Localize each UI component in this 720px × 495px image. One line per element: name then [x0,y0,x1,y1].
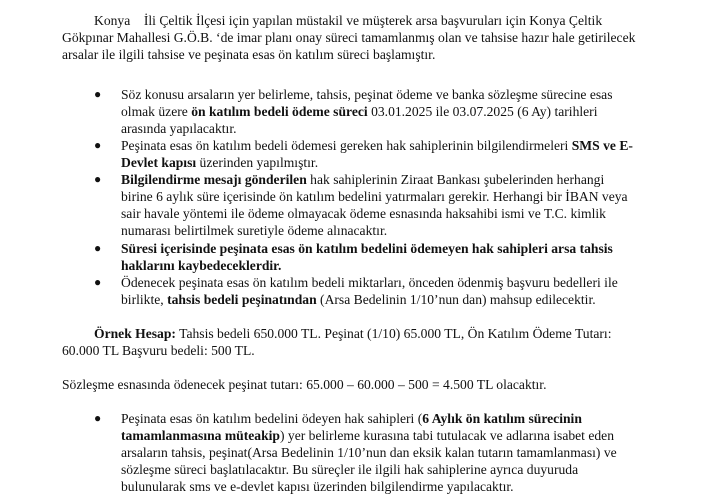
bullet-2-bold-b: Devlet kapısı [121,155,197,170]
final-bullet-line-3: arsaların tahsis, peşinat(Arsa Bedelinin 1/10’nun dan eksik kalan tutarın tamamlanması) ve [121,445,617,460]
bullet-item-3 [121,171,668,239]
bullet-1-bold: ön katılım bedeli ödeme süreci [191,104,368,119]
example-text-1: Tahsis bedeli 650.000 TL. Peşinat (1/10) 65.000 TL, Ön Katılım Ödeme Tutarı: [175,326,612,341]
bullet-3-line-1: Bilgilendirme mesajı gönderilen hak sahiplerinin Ziraat Bankası şubelerinden herhangi [121,172,605,187]
bullet-4-line-2: haklarını kaybedeceklerdir. [121,258,282,273]
intro-line-2: Gökpınar Mahallesi G.Ö.B. ‘de imar planı onay süreci tamamlanmış olan ve tahsise hazır hale getirilecek [62,30,636,45]
bullet-2-bold-a: SMS ve E- [571,138,633,153]
contract-payment-line: Sözleşme esnasında ödenecek peşinat tutarı: 65.000 – 60.000 – 500 = 4.500 TL olacaktır. [62,377,547,392]
bullet-icon: ● [94,275,102,289]
bullet-1-line-1: Söz konusu arsaların yer belirleme, tahsis, peşinat ödeme ve banka sözleşme sürecine esas [121,87,613,102]
final-bullet-line-4: sözleşme süreci başlatılacaktır. Bu süreçler ile ilgili hak sahiplerine ayrıca duyuruda [121,462,579,477]
bullet-5-bold: tahsis bedeli peşinatından [167,292,317,307]
bullet-4-line-1: Süresi içerisinde peşinata esas ön katılım bedelini ödemeyen hak sahipleri arsa tahsis [121,241,613,256]
example-label: Örnek Hesap: [94,326,176,341]
bullet-1-line-2: olmak üzere ön katılım bedeli ödeme süreci 03.01.2025 ile 03.07.2025 (6 Ay) tarihleri [121,104,598,119]
bullet-1-line-3: arasında yapılacaktır. [121,121,237,136]
bullet-icon: ● [94,172,102,186]
bullet-icon: ● [94,411,102,425]
bullet-item-2 [121,137,681,171]
final-bullet-item [121,410,668,495]
bullet-3-line-4: numarası belirtilmek suretiyle ödeme alınacaktır. [121,223,388,238]
bullet-5-line-2: birlikte, tahsis bedeli peşinatından (Arsa Bedelinin 1/10’nun dan) mahsup edilecektir. [121,292,596,307]
intro-line-3: arsalar ile ilgili tahsise ve peşinata esas ön katılım süreci başlamıştır. [62,47,436,62]
bullet-item-4 [121,240,668,274]
bullet-2-line-2: Devlet kapısı üzerinden yapılmıştır. [121,155,319,170]
intro-line-1: Konya İli Çeltik İlçesi için yapılan müstakil ve müşterek arsa başvuruları için Konya Çeltik [94,13,603,28]
final-bullet-line-5: bulunularak sms ve e-devlet kapısı üzerinden bilgilendirme yapılacaktır. [121,479,514,494]
bullet-3-line-3: sair havale yöntemi ile ödeme olmayacak ödeme esnasında haksahibi ismi ve T.C. kimlik [121,206,606,221]
bullet-3-line-2: birine 6 aylık süre içerisinde ön katılım bedelini yatırmaları gerekir. Herhangi bir İBAN veya [121,189,628,204]
final-bullet-line-1: Peşinata esas ön katılım bedelini ödeyen hak sahipleri (6 Aylık ön katılım sürecinin [121,411,582,426]
bullet-2-line-1: Peşinata esas ön katılım bedeli ödemesi gereken hak sahiplerinin bilgilendirmeleri SMS ve E- [121,138,633,153]
bullet-icon: ● [94,241,102,255]
bullet-icon: ● [94,87,102,101]
final-bullet-bold-b: tamamlanmasına müteakip [121,428,280,443]
bullet-item-1 [121,86,668,137]
example-line-2: 60.000 TL Başvuru bedeli: 500 TL. [62,343,255,358]
bullet-5-line-1: Ödenecek peşinata esas ön katılım bedeli miktarları, önceden ödenmiş başvuru bedelleri ile [121,275,618,290]
example-line-1 [94,325,611,342]
bullet-icon: ● [94,138,102,152]
final-bullet-line-2: tamamlanmasına müteakip) yer belirleme kurasına tabi tutulacak ve adlarına isabet eden [121,428,615,443]
bullet-item-5 [121,274,668,308]
final-bullet-bold-a: 6 Aylık ön katılım sürecinin [422,411,582,426]
bullet-3-bold: Bilgilendirme mesajı gönderilen [121,172,307,187]
